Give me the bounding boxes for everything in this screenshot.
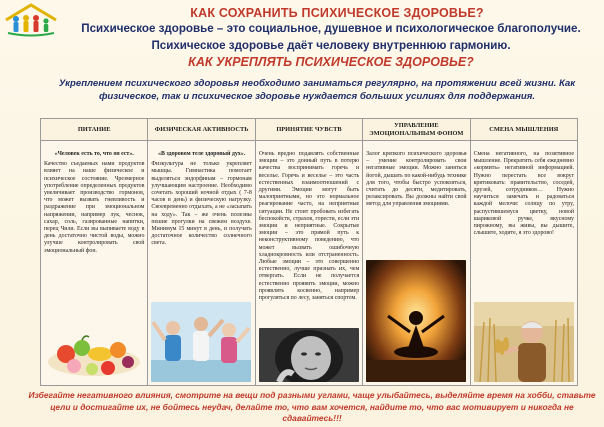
column-text: Качество съедаемых нами продуктов влияет на наше физическое и психическое состояние. Чрезмерное употребление определенных продуктов увеличивает производство гормонов, что может вызвать гневливость и раздражение при эмоциональном напряжении, например лук, чеснок, сахар, соль, газированные напитки, перец Чили. Если вы выпиваете воду в день достаточно чистой воды, можно улучше контролировать свой эмоциональный фон. [44, 161, 145, 254]
column-text: Залог крепкого психического здоровья – умение контролировать свои негативные эмоции. Можно заняться йогой, дышать по какой-нибудь технике для того, чтобы быстро успокоиться, считать до десяти, медитировать, релаксировать. Вы должны найти свой метод для управления эмоциями. [366, 151, 467, 208]
footer-advice [20, 390, 604, 425]
intro-line-1: Укреплением психического здоровья необходимо заниматься регулярно, на протяжении всей жизни. Как [58, 78, 576, 89]
column-activity [148, 141, 255, 386]
definition-line: Психическое здоровье – это социальное, душевное и психологическое благополучие. [81, 22, 581, 35]
column-header-nutrition: ПИТАНИЕ [41, 119, 148, 141]
footer-line-1: Избегайте негативного влияния, смотрите на вещи под разными углами, чаще улыбайтесь, выделяйте время на хобби, ставьте [28, 390, 596, 400]
exercise-group-image [151, 302, 251, 382]
column-header-activity: ФИЗИЧЕСКАЯ АКТИВНОСТЬ [148, 119, 255, 141]
intro-line-2: физическое, так и психическое здоровье нуждается больших усилиях для поддержания. [98, 90, 536, 102]
harmony-line: Психическое здоровье даёт человеку внутреннюю гармонию. [151, 39, 511, 52]
column-text: Очень вредно подавлять собственные эмоции – это донный путь в потерю качества воспринимать горечь и веселье. Горечь и веселье – это часть естественных взаимоотношений с другими. Эмоции могут быть малоприятными, но это нормальное реагирование часто, на неприятные ситуации. Не стоит пробовать избегать беспокойств, страхов, горести, если эти эмоции и неприятные. Сокрытые эмоции – это прямой путь к неконструктивному поведению, что может вызвать ошибочную хладнокровность или отстраненность. Любые эмоции – это совершенно естественно, лучше признать их, чем отвергать. Если не получается естественно проявить эмоции, можно проявлять косвенно, например прогуляться по лесу, заняться спортом. [258, 151, 360, 302]
column-header-feelings: ПРИНЯТИЕ ЧУВСТВ [255, 119, 362, 141]
advice-table [40, 118, 578, 386]
column-heading: «В здоровом теле здоровый дух». [158, 151, 246, 157]
intro-text [30, 78, 604, 103]
footer-line-3: сдавайтесь!!! [282, 413, 342, 423]
woman-portrait-image [259, 328, 359, 382]
column-text: Физкультура не только укрепляет мышцы. Гимнастика помогает выделяться эндорфинам – гормонам улучшающим настроение. Необходимо сочетать хороший ночной отдых ( 7-8 часов в день) и физическую нагрузку. Своевременно отдыхать, а не «засыпать на ходу». Так – же очень полезны пешие прогулки на свежем воздухе. Минимум 15 минут в день, и получать достаточное количество солнечного света. [151, 161, 252, 247]
column-thinking [470, 141, 577, 386]
column-text: Смена негативного, на позитивное мышление. Прекратить себя ежедневно «кормить» негативной информацией. Нужно перестать все вокруг критиковать: правительство, соседей, друзей, сотрудников… Нужно научиться замечать и радоваться каждой мелочи: солнцу по утру, распустившемуся цветку, новой шариковой ручке, вкусному пирожному, вы живы, вы дышите, слышите, ходите, я это здорово! [473, 151, 574, 237]
meditation-silhouette-image [366, 260, 466, 382]
column-feelings [255, 141, 362, 386]
page-title: КАК СОХРАНИТЬ ПСИХИЧЕСКОЕ ЗДОРОВЬЕ? [190, 6, 484, 20]
family-house-logo [2, 2, 60, 38]
column-header-emotions: УПРАВЛЕНИЕ ЭМОЦИОНАЛЬНЫМ ФОНОМ [363, 119, 470, 141]
column-heading: «Человек есть то, что он ест». [54, 151, 134, 157]
column-header-thinking: СМЕНА МЫШЛЕНИЯ [470, 119, 577, 141]
column-emotions [363, 141, 470, 386]
column-nutrition [41, 141, 148, 386]
section-title: КАК УКРЕПЛЯТЬ ПСИХИЧЕСКОЕ ЗДОРОВЬЕ? [188, 55, 474, 69]
fruit-plate-image [44, 324, 144, 382]
footer-line-2: цели и достигайте их, не бойтесь неудач, делайте то, что вам хочется, найдите то, что вас мотивирует и никогда не [50, 401, 574, 412]
old-man-wheat-image [474, 302, 574, 382]
